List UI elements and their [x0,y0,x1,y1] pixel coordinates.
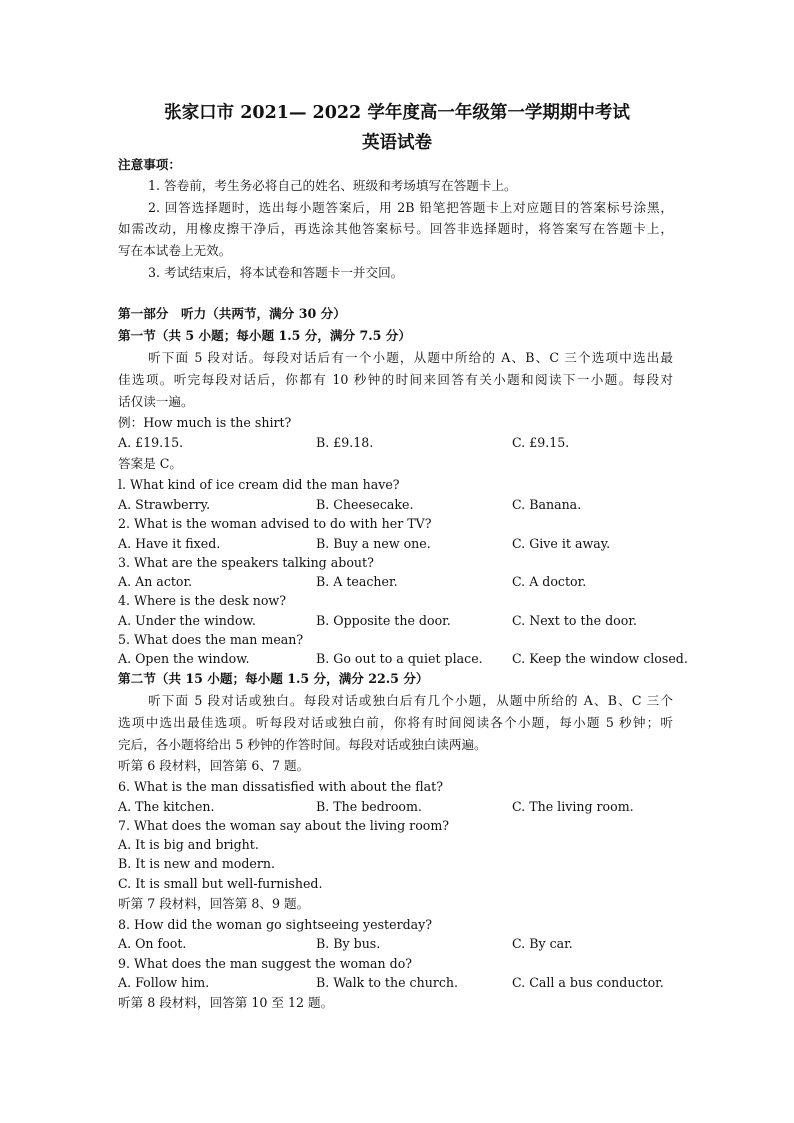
question-8: 8. How did the woman go sightseeing yesterday? [118,917,433,932]
example-option-c: C. £9.15. [512,435,570,450]
section1-instruction-line-2: 佳选项。听完每段对话后，你都有 10 秒钟的时间来回答有关小题和阅读下一小题。每段对 [118,372,673,387]
question-9-option-c: C. Call a bus conductor. [512,975,664,990]
section1-instruction-line-3: 话仅读一遍。 [118,394,194,409]
question-9-option-b: B. Walk to the church. [316,975,459,990]
note-item-2-line-2: 如需改动，用橡皮擦干净后，再选涂其他答案标号。回答非选择题时，将答案写在答题卡上， [118,221,673,236]
note-item-2-line-1: 2. 回答选择题时，选出每小题答案后，用 2B 铅笔把答题卡上对应题目的答案标号涂黑， [148,200,673,215]
question-6-option-c: C. The living room. [512,799,634,814]
question-3: 3. What are the speakers talking about? [118,555,374,570]
question-5-option-c: C. Keep the window closed. [512,651,688,666]
question-1-option-b: B. Cheesecake. [316,497,414,512]
example-option-b: B. £9.18. [316,435,374,450]
section2-heading: 第二节（共 15 小题；每小题 1.5 分，满分 22.5 分） [118,671,429,686]
section1-instruction-line-1: 听下面 5 段对话。每段对话后有一个小题，从题中所给的 A、B、C 三个选项中选出最 [148,350,673,365]
note-item-3: 3. 考试结束后，将本试卷和答题卡一并交回。 [148,265,404,280]
question-7-option-b: B. It is new and modern. [118,856,275,871]
question-2-option-a: A. Have it fixed. [118,536,221,551]
question-5: 5. What does the man mean? [118,632,304,647]
question-2-option-c: C. Give it away. [512,536,611,551]
question-2-option-b: B. Buy a new one. [316,536,431,551]
question-4-option-b: B. Opposite the door. [316,613,451,628]
section2-instruction-line-3: 完后，各小题将给出 5 秒钟的作答时间。每段对话或独白读两遍。 [118,737,487,752]
question-1-option-a: A. Strawberry. [118,497,211,512]
material-6-note: 听第 6 段材料，回答第 6、7 题。 [118,758,310,773]
part1-heading: 第一部分 听力（共两节，满分 30 分） [118,306,346,321]
question-9-option-a: A. Follow him. [118,975,210,990]
question-8-option-c: C. By car. [512,936,573,951]
question-6-option-a: A. The kitchen. [118,799,215,814]
question-9: 9. What does the man suggest the woman do? [118,956,413,971]
question-7: 7. What does the woman say about the living room? [118,818,450,833]
material-8-note: 听第 8 段材料，回答第 10 至 12 题。 [118,995,334,1010]
question-8-option-a: A. On foot. [118,936,187,951]
example-question: 例：How much is the shirt? [118,415,292,430]
question-3-option-b: B. A teacher. [316,574,398,589]
notes-heading: 注意事项： [118,157,181,172]
question-4-option-c: C. Next to the door. [512,613,637,628]
question-7-option-a: A. It is big and bright. [118,837,259,852]
material-7-note: 听第 7 段材料，回答第 8、9 题。 [118,896,310,911]
note-item-2-line-3: 写在本试卷上无效。 [118,243,232,258]
question-4: 4. Where is the desk now? [118,593,286,608]
question-2: 2. What is the woman advised to do with her TV? [118,516,432,531]
question-1: l. What kind of ice cream did the man have? [118,477,400,492]
question-6: 6. What is the man dissatisfied with about the flat? [118,779,443,794]
question-8-option-b: B. By bus. [316,936,381,951]
exam-title: 张家口市 2021— 2022 学年度高一年级第一学期期中考试 [164,103,630,123]
exam-subtitle: 英语试卷 [362,133,432,153]
note-item-1: 1. 答卷前，考生务必将自己的姓名、班级和考场填写在答题卡上。 [148,178,517,193]
question-7-option-c: C. It is small but well-furnished. [118,876,323,891]
question-3-option-c: C. A doctor. [512,574,587,589]
section2-instruction-line-1: 听下面 5 段对话或独白。每段对话或独白后有几个小题，从题中所给的 A、B、C 三个 [148,693,673,708]
question-1-option-c: C. Banana. [512,497,582,512]
question-5-option-b: B. Go out to a quiet place. [316,651,483,666]
question-5-option-a: A. Open the window. [118,651,250,666]
question-3-option-a: A. An actor. [118,574,193,589]
example-answer: 答案是 C。 [118,456,183,471]
section1-heading: 第一节（共 5 小题；每小题 1.5 分，满分 7.5 分） [118,328,411,343]
section2-instruction-line-2: 选项中选出最佳选项。听每段对话或独白前，你将有时间阅读各个小题，每小题 5 秒钟；听 [118,715,673,730]
question-4-option-a: A. Under the window. [118,613,256,628]
example-option-a: A. £19.15. [118,435,184,450]
question-6-option-b: B. The bedroom. [316,799,422,814]
